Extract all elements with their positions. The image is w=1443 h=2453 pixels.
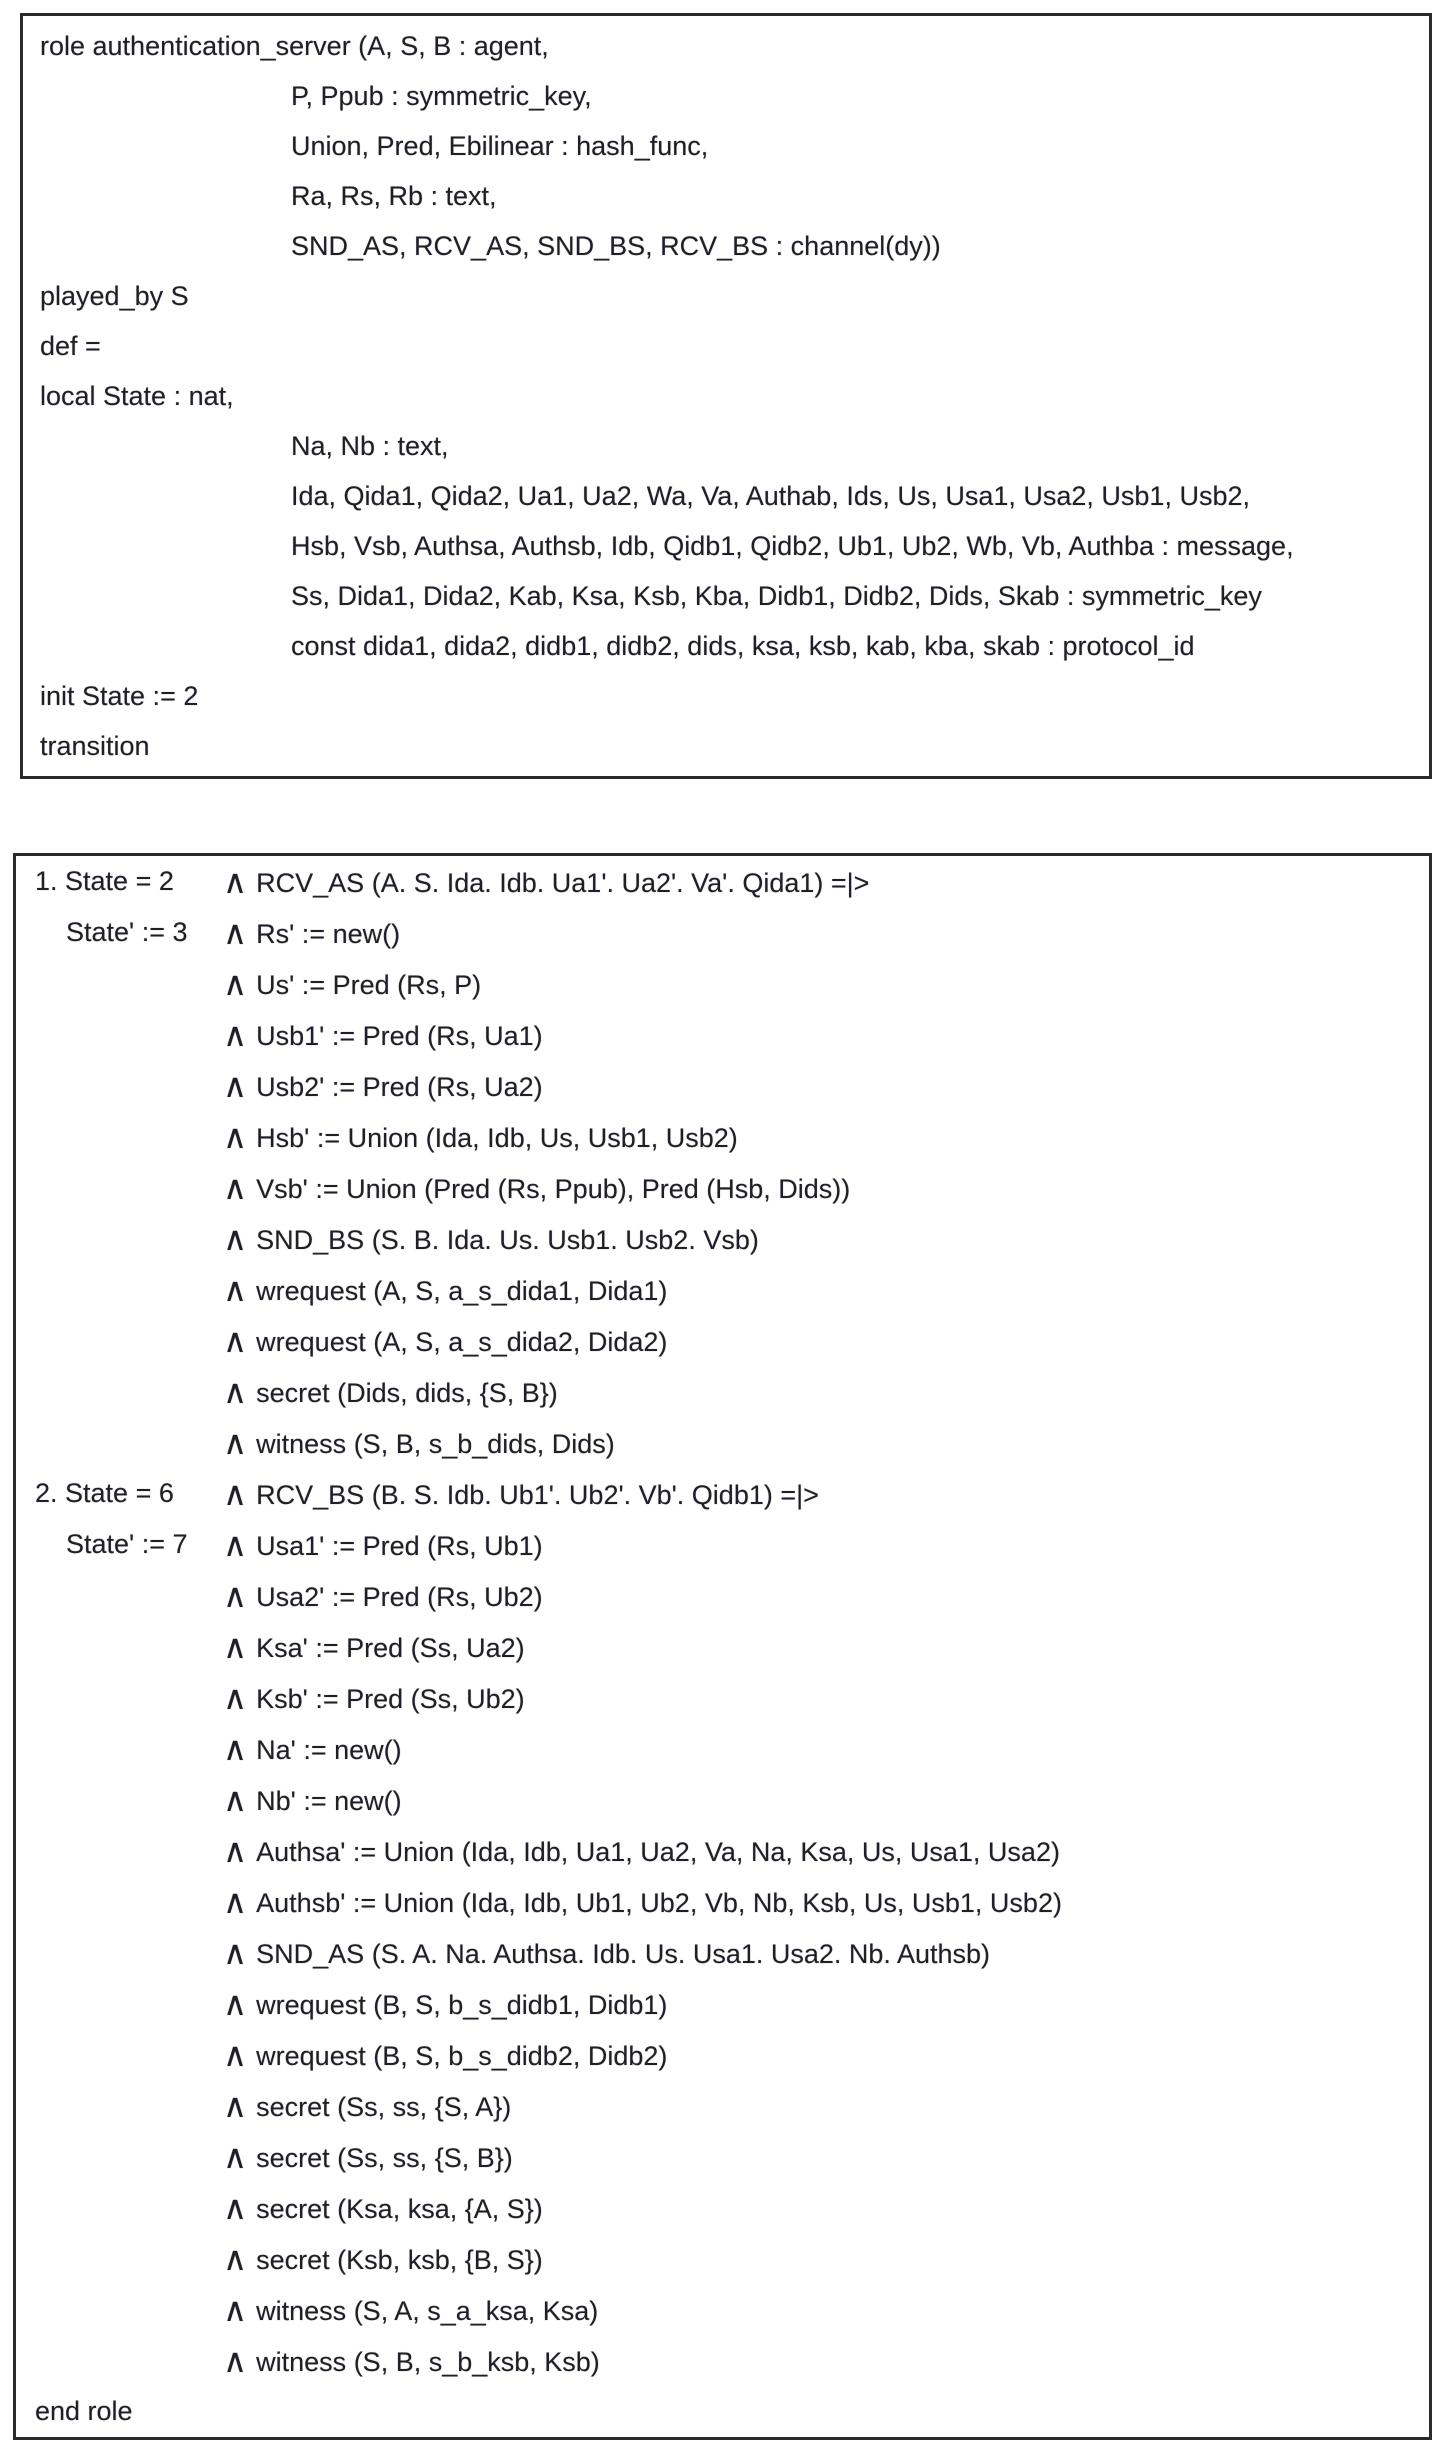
transition-row-label <box>35 1009 223 1060</box>
role-box-line: Ida, Qida1, Qida2, Ua1, Ua2, Wa, Va, Authab, Ids, Us, Usa1, Usa2, Usb1, Usb2, <box>291 481 1250 511</box>
transition-row-statement <box>223 1570 1419 1621</box>
transition-row-statement <box>223 1417 1419 1468</box>
transition-row-statement <box>223 1519 1419 1570</box>
transition-row-label: end role <box>35 2396 133 2426</box>
transition-row <box>35 1315 1419 1366</box>
transition-row <box>35 1213 1419 1264</box>
logical-and-icon: ∧ <box>223 2341 248 2380</box>
role-box-line: played_by S <box>40 281 189 311</box>
transition-row-label: State' := 3 <box>66 917 188 947</box>
transition-row <box>35 1978 1419 2029</box>
transition-row-statement <box>223 1621 1419 1672</box>
transition-row <box>35 1264 1419 1315</box>
role-box-line: role authentication_server (A, S, B : agent, <box>40 31 549 61</box>
logical-and-icon: ∧ <box>223 1015 248 1054</box>
transition-row <box>35 1723 1419 1774</box>
statement-text: wrequest (B, S, b_s_didb2, Didb2) <box>256 2041 668 2071</box>
transition-row <box>35 907 1419 958</box>
transition-row <box>35 2284 1419 2335</box>
transition-row-statement <box>223 1111 1419 1162</box>
transition-row-label <box>35 1927 223 1978</box>
logical-and-icon: ∧ <box>223 2035 248 2074</box>
transition-row <box>35 1366 1419 1417</box>
transition-row-label <box>35 1060 223 1111</box>
statement-text: witness (S, B, s_b_ksb, Ksb) <box>256 2347 600 2377</box>
statement-text: secret (Ss, ss, {S, A}) <box>256 2092 512 2122</box>
transition-row-label <box>35 2029 223 2080</box>
statement-text: RCV_AS (A. S. Ida. Idb. Ua1'. Ua2'. Va'. Qida1) =|> <box>256 868 870 898</box>
logical-and-icon: ∧ <box>223 2290 248 2329</box>
role-box-line: Hsb, Vsb, Authsa, Authsb, Idb, Qidb1, Qidb2, Ub1, Ub2, Wb, Vb, Authba : message, <box>291 531 1294 561</box>
logical-and-icon: ∧ <box>223 964 248 1003</box>
transition-row-label <box>35 1315 223 1366</box>
role-box-line: const dida1, dida2, didb1, didb2, dids, ksa, ksb, kab, kba, skab : protocol_id <box>291 631 1195 661</box>
role-box-line: Union, Pred, Ebilinear : hash_func, <box>291 131 709 161</box>
logical-and-icon: ∧ <box>223 1780 248 1819</box>
transition-row-statement <box>223 1009 1419 1060</box>
transition-row-label <box>35 1417 223 1468</box>
transition-row-statement <box>223 1978 1419 2029</box>
logical-and-icon: ∧ <box>223 1270 248 1309</box>
transition-row <box>35 2233 1419 2284</box>
transition-row-statement <box>223 1723 1419 1774</box>
transition-row-label <box>35 1213 223 1264</box>
logical-and-icon: ∧ <box>223 1474 248 1513</box>
statement-text: wrequest (B, S, b_s_didb1, Didb1) <box>256 1990 668 2020</box>
statement-text: Na' := new() <box>256 1735 402 1765</box>
logical-and-icon: ∧ <box>223 2137 248 2176</box>
logical-and-icon: ∧ <box>223 1372 248 1411</box>
transition-row-label <box>35 1876 223 1927</box>
statement-text: Usb1' := Pred (Rs, Ua1) <box>256 1021 543 1051</box>
transition-row-statement <box>223 1162 1419 1213</box>
statement-text: wrequest (A, S, a_s_dida2, Dida2) <box>256 1327 668 1357</box>
statement-text: Usb2' := Pred (Rs, Ua2) <box>256 1072 543 1102</box>
transition-row-label: State' := 7 <box>66 1529 188 1559</box>
transition-row-statement <box>223 1774 1419 1825</box>
role-box-line: P, Ppub : symmetric_key, <box>291 81 592 111</box>
transition-row-label <box>35 1366 223 1417</box>
role-box-line: SND_AS, RCV_AS, SND_BS, RCV_BS : channel(dy)) <box>291 231 941 261</box>
transition-row-label <box>35 1723 223 1774</box>
transition-row-label <box>35 2284 223 2335</box>
transition-row <box>35 1825 1419 1876</box>
transition-row <box>35 1927 1419 1978</box>
logical-and-icon: ∧ <box>223 1066 248 1105</box>
transition-row-label <box>35 958 223 1009</box>
logical-and-icon: ∧ <box>223 1117 248 1156</box>
transition-row <box>35 2080 1419 2131</box>
statement-text: wrequest (A, S, a_s_dida1, Dida1) <box>256 1276 668 1306</box>
statement-text: SND_AS (S. A. Na. Authsa. Idb. Us. Usa1. Usa2. Nb. Authsb) <box>256 1939 990 1969</box>
transition-rules-box <box>13 853 1432 2440</box>
logical-and-icon: ∧ <box>223 2086 248 2125</box>
logical-and-icon: ∧ <box>223 1525 248 1564</box>
transition-row <box>35 1774 1419 1825</box>
transition-row <box>35 1876 1419 1927</box>
transition-row-label <box>35 1621 223 1672</box>
transition-row <box>35 2029 1419 2080</box>
transition-row-statement <box>223 2233 1419 2284</box>
transition-row-label <box>35 1111 223 1162</box>
statement-text: secret (Ksb, ksb, {B, S}) <box>256 2245 543 2275</box>
transition-row-statement <box>223 1927 1419 1978</box>
role-box-line: Ra, Rs, Rb : text, <box>291 181 497 211</box>
role-box-line: local State : nat, <box>40 381 234 411</box>
transition-row <box>35 2335 1419 2386</box>
logical-and-icon: ∧ <box>223 1321 248 1360</box>
transition-row-statement <box>223 958 1419 1009</box>
transition-row-statement <box>223 1366 1419 1417</box>
transition-row-statement <box>223 2284 1419 2335</box>
role-box-line: Ss, Dida1, Dida2, Kab, Ksa, Ksb, Kba, Didb1, Didb2, Dids, Skab : symmetric_key <box>291 581 1262 611</box>
statement-text: Vsb' := Union (Pred (Rs, Ppub), Pred (Hsb, Dids)) <box>256 1174 851 1204</box>
logical-and-icon: ∧ <box>223 1933 248 1972</box>
transition-row-statement <box>223 856 1419 907</box>
statement-text: secret (Ss, ss, {S, B}) <box>256 2143 513 2173</box>
logical-and-icon: ∧ <box>223 1729 248 1768</box>
transition-row <box>35 1162 1419 1213</box>
transition-row-statement <box>223 2029 1419 2080</box>
role-box-line: init State := 2 <box>40 681 199 711</box>
transition-row-label <box>35 1264 223 1315</box>
logical-and-icon: ∧ <box>223 1423 248 1462</box>
statement-text: Ksb' := Pred (Ss, Ub2) <box>256 1684 525 1714</box>
statement-text: witness (S, B, s_b_dids, Dids) <box>256 1429 615 1459</box>
transition-row-label <box>35 2182 223 2233</box>
transition-row <box>35 1621 1419 1672</box>
transition-row-statement <box>223 2335 1419 2386</box>
statement-text: SND_BS (S. B. Ida. Us. Usb1. Usb2. Vsb) <box>256 1225 759 1255</box>
logical-and-icon: ∧ <box>223 2188 248 2227</box>
logical-and-icon: ∧ <box>223 1576 248 1615</box>
logical-and-icon: ∧ <box>223 1882 248 1921</box>
transition-row <box>35 1468 1419 1519</box>
logical-and-icon: ∧ <box>223 1168 248 1207</box>
statement-text: secret (Ksa, ksa, {A, S}) <box>256 2194 543 2224</box>
statement-text: secret (Dids, dids, {S, B}) <box>256 1378 558 1408</box>
transition-row <box>35 1672 1419 1723</box>
transition-row-statement <box>223 907 1419 958</box>
statement-text: Authsa' := Union (Ida, Idb, Ua1, Ua2, Va, Na, Ksa, Us, Usa1, Usa2) <box>256 1837 1060 1867</box>
transition-row-label <box>35 2233 223 2284</box>
statement-text: Authsb' := Union (Ida, Idb, Ub1, Ub2, Vb, Nb, Ksb, Us, Usb1, Usb2) <box>256 1888 1062 1918</box>
transition-row-statement <box>223 1825 1419 1876</box>
statement-text: Us' := Pred (Rs, P) <box>256 970 482 1000</box>
transition-row <box>35 2182 1419 2233</box>
transition-row-label: 2. State = 6 <box>35 1478 174 1508</box>
statement-text: Rs' := new() <box>256 919 401 949</box>
transition-row-statement <box>223 2386 1419 2437</box>
role-box-line: Na, Nb : text, <box>291 431 449 461</box>
transition-row-statement <box>223 1264 1419 1315</box>
role-box-line: transition <box>40 731 150 761</box>
transition-row-statement <box>223 2131 1419 2182</box>
statement-text: Nb' := new() <box>256 1786 402 1816</box>
transition-row-statement <box>223 1213 1419 1264</box>
transition-row-label <box>35 2080 223 2131</box>
transition-row <box>35 1417 1419 1468</box>
statement-text: Usa1' := Pred (Rs, Ub1) <box>256 1531 543 1561</box>
transition-row <box>35 2386 1419 2437</box>
role-declaration-box <box>20 13 1432 779</box>
transition-row-label <box>35 1825 223 1876</box>
statement-text: Ksa' := Pred (Ss, Ua2) <box>256 1633 525 1663</box>
transition-row-label <box>35 1162 223 1213</box>
transition-row <box>35 2131 1419 2182</box>
statement-text: witness (S, A, s_a_ksa, Ksa) <box>256 2296 599 2326</box>
transition-row-label <box>35 2335 223 2386</box>
transition-row-statement <box>223 1876 1419 1927</box>
transition-row-statement <box>223 2080 1419 2131</box>
transition-row-label <box>35 1978 223 2029</box>
logical-and-icon: ∧ <box>223 1219 248 1258</box>
statement-text: RCV_BS (B. S. Idb. Ub1'. Ub2'. Vb'. Qidb1) =|> <box>256 1480 819 1510</box>
logical-and-icon: ∧ <box>223 1831 248 1870</box>
transition-row-label <box>35 2131 223 2182</box>
transition-row-statement <box>223 1468 1419 1519</box>
role-box-line: def = <box>40 331 101 361</box>
logical-and-icon: ∧ <box>223 2239 248 2278</box>
transition-row <box>35 1519 1419 1570</box>
logical-and-icon: ∧ <box>223 913 248 952</box>
logical-and-icon: ∧ <box>223 1678 248 1717</box>
transition-row <box>35 958 1419 1009</box>
transition-row <box>35 1111 1419 1162</box>
statement-text: Hsb' := Union (Ida, Idb, Us, Usb1, Usb2) <box>256 1123 738 1153</box>
transition-row-label <box>35 1570 223 1621</box>
transition-row-label <box>35 1672 223 1723</box>
transition-row <box>35 1009 1419 1060</box>
transition-row-label <box>35 1774 223 1825</box>
transition-row <box>35 1060 1419 1111</box>
transition-row-statement <box>223 1315 1419 1366</box>
logical-and-icon: ∧ <box>223 1627 248 1666</box>
transition-row-statement <box>223 2182 1419 2233</box>
statement-text: Usa2' := Pred (Rs, Ub2) <box>256 1582 543 1612</box>
logical-and-icon: ∧ <box>223 1984 248 2023</box>
transition-row <box>35 1570 1419 1621</box>
transition-row <box>35 856 1419 907</box>
transition-row-statement <box>223 1060 1419 1111</box>
logical-and-icon: ∧ <box>223 862 248 901</box>
transition-row-statement <box>223 1672 1419 1723</box>
transition-row-label: 1. State = 2 <box>35 866 174 896</box>
